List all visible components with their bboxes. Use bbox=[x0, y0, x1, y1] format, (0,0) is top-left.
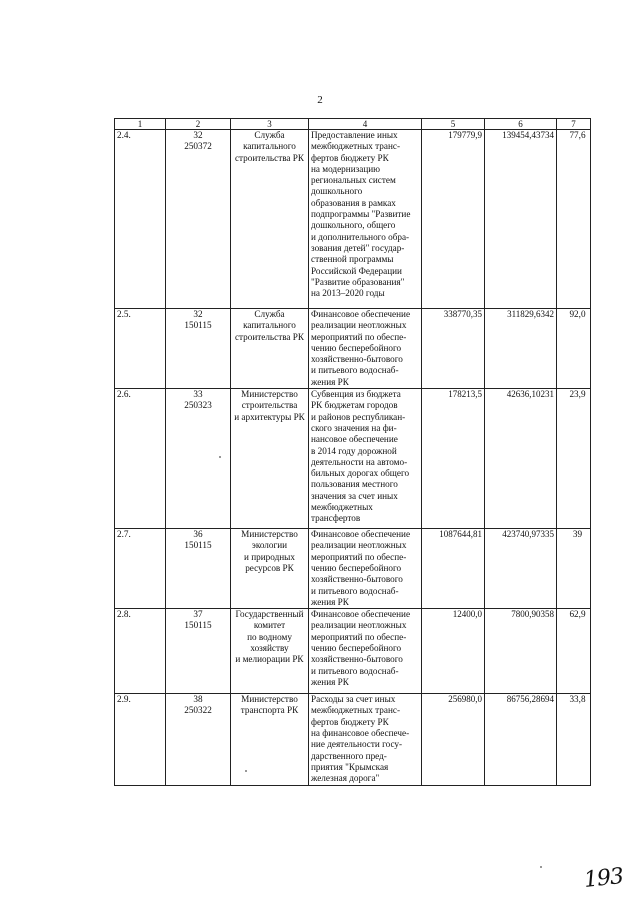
table-row bbox=[115, 130, 591, 309]
table-row bbox=[115, 694, 591, 785]
planned-amount: 178213,5 bbox=[448, 389, 482, 400]
expense-description-cell bbox=[309, 529, 422, 609]
planned-amount: 12400,0 bbox=[452, 609, 482, 620]
item-code: 32 150115 bbox=[184, 309, 212, 331]
row-number: 2.5. bbox=[117, 309, 131, 319]
item-code: 33 250323 bbox=[184, 389, 212, 411]
execution-percent: 62,9 bbox=[569, 609, 586, 620]
row-number-cell bbox=[115, 130, 166, 309]
organization-name-cell bbox=[231, 389, 309, 529]
execution-percent: 23,9 bbox=[569, 389, 586, 400]
scan-speck bbox=[219, 456, 221, 458]
planned-amount: 256980,0 bbox=[448, 694, 482, 705]
expense-description: Расходы за счет иных межбюджетных транс- фертов бюджету РК на финансовое обеспече- ние деятельности госу- дарственного пред- приятия "Крымская железная дорога" bbox=[311, 694, 410, 784]
executed-amount: 423740,97335 bbox=[502, 529, 554, 540]
header-cell: 6 bbox=[485, 119, 557, 130]
header-cell: 1 bbox=[115, 119, 166, 130]
item-code: 32 250372 bbox=[184, 130, 212, 152]
execution-percent-cell bbox=[557, 694, 591, 785]
row-number-cell bbox=[115, 389, 166, 529]
item-code: 38 250322 bbox=[184, 694, 212, 716]
organization-name-cell bbox=[231, 609, 309, 694]
executed-amount: 7800,90358 bbox=[511, 609, 554, 620]
planned-amount: 1087644,81 bbox=[439, 529, 482, 540]
row-number: 2.7. bbox=[117, 529, 131, 540]
expense-description: Субвенция из бюджета РК бюджетам городов и районов республикан- ского значения на фи- нансовое обеспечение в 2014 году дорожной деятельности на автомо- бильных дорогах общего пользования местного значения за счет иных межбюджетных трансфертов bbox=[311, 389, 410, 524]
page-number: 2 bbox=[317, 94, 323, 106]
item-code-cell bbox=[166, 130, 231, 309]
organization-name: Министерство экологии и природных ресурсов РК bbox=[241, 529, 298, 573]
handwritten-page-number: 193 bbox=[582, 864, 625, 893]
execution-percent-cell bbox=[557, 309, 591, 389]
expense-description-cell bbox=[309, 309, 422, 389]
execution-percent-cell bbox=[557, 130, 591, 309]
expense-description-cell bbox=[309, 609, 422, 694]
execution-percent: 92,0 bbox=[569, 309, 586, 319]
execution-percent-cell bbox=[557, 529, 591, 609]
planned-amount: 338770,35 bbox=[443, 309, 482, 319]
scan-speck bbox=[540, 866, 542, 868]
organization-name: Государственный комитет по водному хозяйству и мелиорации РК bbox=[235, 609, 304, 665]
executed-amount-cell bbox=[485, 389, 557, 529]
header-cell: 5 bbox=[422, 119, 485, 130]
budget-table bbox=[114, 118, 591, 786]
execution-percent-cell bbox=[557, 389, 591, 529]
row-number-cell bbox=[115, 309, 166, 389]
item-code: 37 150115 bbox=[184, 609, 212, 631]
executed-amount-cell bbox=[485, 309, 557, 389]
item-code-cell bbox=[166, 694, 231, 785]
expense-description-cell bbox=[309, 694, 422, 785]
row-number-cell bbox=[115, 609, 166, 694]
scan-speck bbox=[245, 770, 247, 772]
row-number-cell bbox=[115, 529, 166, 609]
item-code: 36 150115 bbox=[184, 529, 212, 551]
organization-name-cell bbox=[231, 309, 309, 389]
executed-amount: 311829,6342 bbox=[507, 309, 554, 319]
row-number: 2.4. bbox=[117, 130, 131, 140]
planned-amount-cell bbox=[422, 694, 485, 785]
expense-description-cell bbox=[309, 389, 422, 529]
executed-amount-cell bbox=[485, 694, 557, 785]
header-cell: 2 bbox=[166, 119, 231, 130]
header-cell: 7 bbox=[557, 119, 591, 130]
executed-amount: 86756,28694 bbox=[506, 694, 554, 705]
organization-name: Служба капитального строительства РК bbox=[234, 130, 305, 163]
execution-percent-cell bbox=[557, 609, 591, 694]
table-row bbox=[115, 529, 591, 609]
expense-description: Финансовое обеспечение реализации неотложных мероприятий по обеспе- чению бесперебойного хозяйственно-бытового и питьевого водоснаб- жения РК bbox=[311, 529, 411, 607]
organization-name-cell bbox=[231, 529, 309, 609]
planned-amount-cell bbox=[422, 529, 485, 609]
organization-name: Министерство строительства и архитектуры РК bbox=[234, 389, 305, 422]
item-code-cell bbox=[166, 309, 231, 389]
item-code-cell bbox=[166, 389, 231, 529]
expense-description: Предоставление иных межбюджетных транс- фертов бюджету РК на модернизацию региональных систем дошкольного образования в рамках подпрограммы "Развитие дошкольного, общего и дополнительного обра- зования детей" государ- ственной программы Российской Федерации "Развитие образования" на 2013–2020 годы bbox=[311, 130, 411, 299]
row-number-cell bbox=[115, 694, 166, 785]
planned-amount-cell bbox=[422, 389, 485, 529]
table-row bbox=[115, 389, 591, 529]
executed-amount: 139454,43734 bbox=[502, 130, 554, 140]
planned-amount: 179779,9 bbox=[448, 130, 482, 140]
planned-amount-cell bbox=[422, 130, 485, 309]
header-cell: 4 bbox=[309, 119, 422, 130]
row-number: 2.9. bbox=[117, 694, 131, 705]
expense-description: Финансовое обеспечение реализации неотложных мероприятий по обеспе- чению бесперебойного хозяйственно-бытового и питьевого водоснаб- жения РК bbox=[311, 309, 411, 387]
row-number: 2.8. bbox=[117, 609, 131, 620]
header-row bbox=[115, 119, 591, 130]
organization-name: Служба капитального строительства РК bbox=[234, 309, 305, 342]
expense-description: Финансовое обеспечение реализации неотложных мероприятий по обеспе- чению бесперебойного хозяйственно-бытового и питьевого водоснаб- жения РК bbox=[311, 609, 411, 687]
organization-name-cell bbox=[231, 130, 309, 309]
header-cell: 3 bbox=[231, 119, 309, 130]
item-code-cell bbox=[166, 529, 231, 609]
planned-amount-cell bbox=[422, 609, 485, 694]
execution-percent: 77,6 bbox=[569, 130, 586, 140]
organization-name-cell bbox=[231, 694, 309, 785]
organization-name: Министерство транспорта РК bbox=[240, 694, 299, 716]
table-row bbox=[115, 609, 591, 694]
executed-amount-cell bbox=[485, 529, 557, 609]
table-row bbox=[115, 309, 591, 389]
item-code-cell bbox=[166, 609, 231, 694]
executed-amount-cell bbox=[485, 130, 557, 309]
expense-description-cell bbox=[309, 130, 422, 309]
executed-amount-cell bbox=[485, 609, 557, 694]
row-number: 2.6. bbox=[117, 389, 131, 400]
execution-percent: 39 bbox=[572, 529, 583, 540]
execution-percent: 33,8 bbox=[569, 694, 586, 705]
executed-amount: 42636,10231 bbox=[506, 389, 554, 400]
planned-amount-cell bbox=[422, 309, 485, 389]
